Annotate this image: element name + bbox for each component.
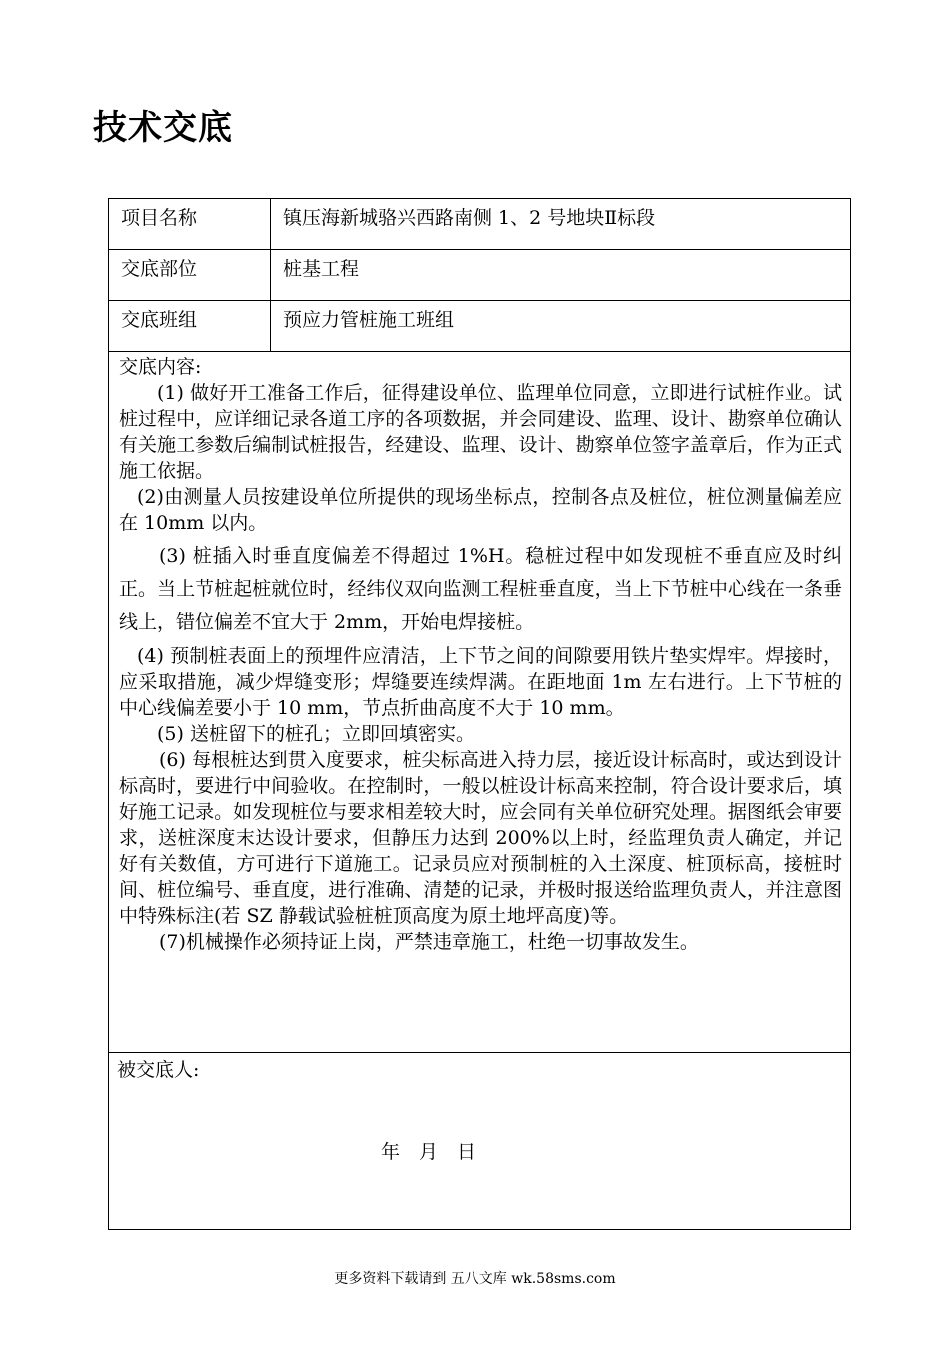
recipient-label: 被交底人: (117, 1059, 200, 1081)
row-work-team (109, 301, 850, 352)
disclosure-content (109, 352, 850, 1053)
recipient-section (109, 1053, 850, 1229)
content-paragraph: (5) 送桩留下的桩孔；立即回填密实。 (157, 723, 475, 745)
content-paragraph: (1) 做好开工准备工作后，征得建设单位、监理单位同意，立即进行试桩作业。试桩过程中，应详细记录各道工序的各项数据，并会同建设、监理、设计、勘察单位确认有关施工参数后编制试桩报告，经建设、监理、设计、勘察单位签字盖章后，作为正式施工依据。 (119, 382, 842, 482)
field-label: 交底班组 (109, 301, 271, 351)
content-heading: 交底内容: (119, 356, 202, 378)
field-label: 交底部位 (109, 250, 271, 300)
field-value: 镇压海新城骆兴西路南侧 1、2 号地块Ⅱ标段 (283, 207, 656, 229)
field-label: 项目名称 (109, 199, 271, 249)
content-paragraph: (7)机械操作必须持证上岗，严禁违章施工，杜绝一切事故发生。 (159, 931, 699, 953)
disclosure-table (108, 198, 851, 1230)
content-paragraph: (3) 桩插入时垂直度偏差不得超过 1%H。稳桩过程中如发现桩不垂直应及时纠正。当上节桩起桩就位时，经纬仪双向监测工程桩垂直度，当上下节桩中心线在一条垂线上，错位偏差不宜大于 2mm，开始电焊接桩。 (119, 545, 842, 633)
row-disclosure-part (109, 250, 850, 301)
field-value: 桩基工程 (283, 258, 360, 280)
content-paragraph: (2)由测量人员按建设单位所提供的现场坐标点，控制各点及桩位，桩位测量偏差应在 10mm 以内。 (119, 486, 842, 534)
content-paragraph: (4) 预制桩表面上的预埋件应清洁，上下节之间的间隙要用铁片垫实焊牢。焊接时，应采取措施，减少焊缝变形；焊缝要连续焊满。在距地面 1m 左右进行。上下节桩的中心线偏差要小于 10 mm，节点折曲高度不大于 10 mm。 (119, 645, 842, 719)
row-project-name (109, 199, 850, 250)
content-paragraph: (6) 每根桩达到贯入度要求，桩尖标高进入持力层，接近设计标高时，或达到设计标高时，要进行中间验收。在控制时，一般以桩设计标高来控制，符合设计要求后，填好施工记录。如发现桩位与要求相差较大时，应会同有关单位研究处理。据图纸会审要求，送桩深度末达设计要求，但静压力达到 200%以上时，经监理负责人确定，并记好有关数值，方可进行下道施工。记录员应对预制桩的入土深度、桩顶标高，接桩时间、桩位编号、垂直度，进行准确、清楚的记录，并极时报送给监理负责人，并注意图中特殊标注(若 SZ 静载试验桩桩顶高度为原土地坪高度)等。 (119, 749, 842, 927)
page-title: 技术交底 (93, 108, 233, 148)
footer-text: 更多资料下载请到 五八文库 wk.58sms.com (334, 1271, 616, 1287)
field-value: 预应力管桩施工班组 (283, 309, 455, 331)
date-label: 年 月 日 (381, 1141, 477, 1163)
